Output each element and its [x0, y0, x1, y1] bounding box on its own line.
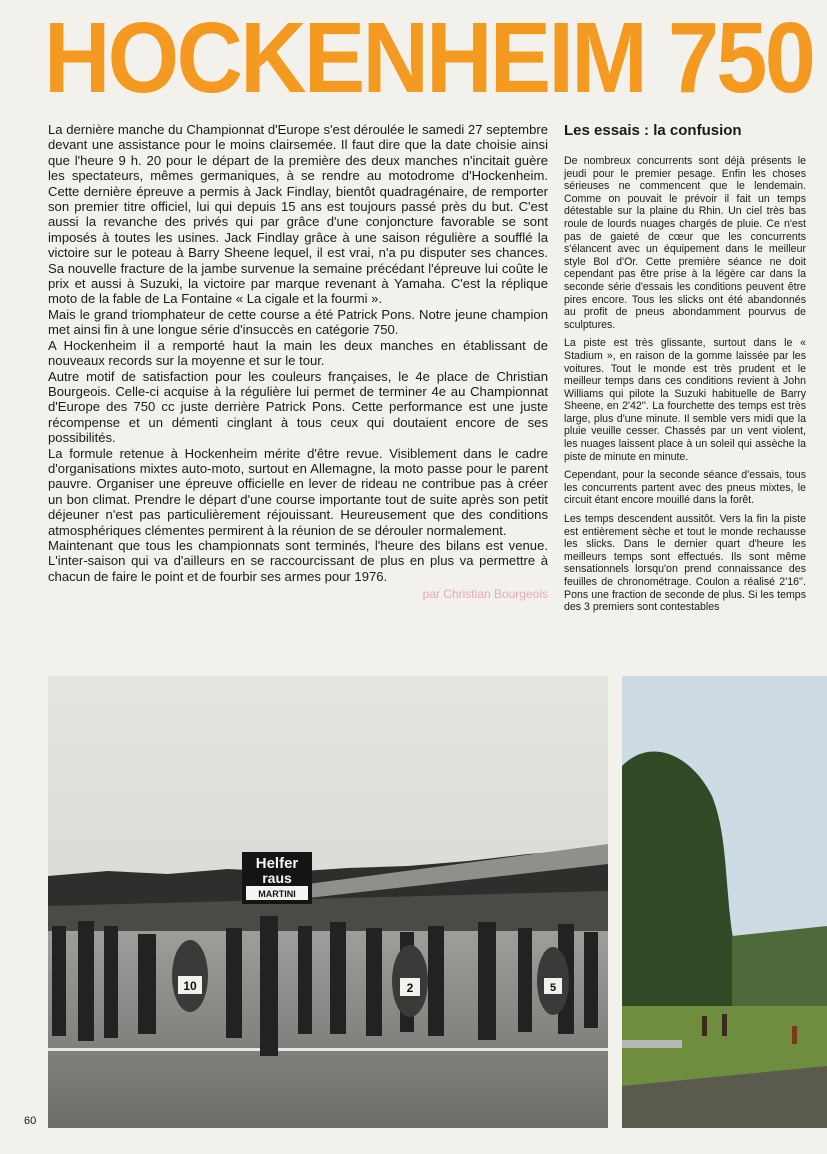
bike-number: 10	[183, 979, 197, 993]
side-paragraph: La piste est très glissante, surtout dans le « Stadium », en raison de la gomme laissée par les voitures. Tout le monde est très prudent et le meilleur temps dans ces conditions revient à John Williams qui pilote la Suzuki habituelle de Barry Sheene, en 2'42''. La fourchette des temps est très large, plus d'une minute. Il semble vers midi que la pluie veuille cesser. Chassés par un vent violent, les nuages laissent place à un soleil qui assèche la piste de minute en minute.	[564, 337, 806, 463]
bike-number: 5	[549, 982, 557, 994]
sign-brand: MARTINI	[258, 889, 296, 899]
sign-line2: raus	[262, 870, 292, 886]
paragraph: Maintenant que tous les championnats sont terminés, l'heure des bilans est venue. L'inter-saison qui va d'ailleurs en se raccourcissant de plus en plus va permettre à chacun de faire le point et de fourbir ses armes pour 1976.	[48, 537, 548, 584]
race-start-photo	[48, 676, 608, 1128]
circuit-color-photo-art	[622, 676, 827, 1128]
bike-number: 2	[406, 981, 414, 995]
side-paragraph: Cependant, pour la seconde séance d'essais, tous les concurrents partent avec des pneus mixtes, le circuit étant encore mouillé dans la forêt.	[564, 469, 806, 507]
paragraph: La dernière manche du Championnat d'Europe s'est déroulée le samedi 27 septembre devant une assistance pour le moins clairsemée. Il faut dire que la date choisie ainsi que l'heure 9 h. 20 pour le départ de la première des deux manches n'incitait guère les spectateurs, mêmes germaniques, à se rendre au motodrome d'Hockenheim. Cette dernière épreuve a permis à Jack Findlay, bientôt quadragénaire, de remporter son premier titre officiel, lui qui depuis 15 ans est toujours passé près du but. C'est aussi la revanche des privés qui par grâce d'une conjoncture favorable se sont imposés à toutes les usines. Jack Findlay grâce à une saison régulière a soufflé la victoire sur le poteau à Barry Sheene lequel, il est vrai, n'a pu disputer ses chances. Sa nouvelle fracture de la jambe survenue la semaine précédant l'épreuve lui coûte le prix et aussi à Suzuki, la victoire par marque revenant à Yamaha. C'est la réplique moto de la fable de La Fontaine « La cigale et la fourmi ».	[48, 122, 548, 307]
paragraph: Autre motif de satisfaction pour les couleurs françaises, le 4e place de Christian Bourgeois. Celle-ci acquise à la régulière lui permet de terminer 4e au Championnat d'Europe des 750 cc juste derrière Patrick Pons. Cette performance est une juste récompense et un démenti cinglant à tous ceux qui doutaient encore de ses possibilités.	[48, 368, 548, 446]
circuit-color-photo	[622, 676, 827, 1128]
paragraph: La formule retenue à Hockenheim mérite d'être revue. Visiblement dans le cadre d'organisations mixtes auto-moto, surtout en Allemagne, la moto passe pour le parent pauvre. Organiser une épreuve officielle en lever de rideau ne contribue pas à créer un bon climat. Prendre le départ d'une course importante tout de suite après son petit déjeuner n'est pas particulièrement réjouissant. Heureusement que des conditions atmosphériques clémentes permirent à la réunion de se dérouler normalement.	[48, 445, 548, 538]
main-column	[48, 122, 548, 603]
side-paragraph: Les temps descendent aussitôt. Vers la fin la piste est entièrement sèche et tout le monde rechausse les slicks. Dans le dernier quart d'heure les meilleurs temps sont effectués. Ils sont même sensationnels lorsqu'on prend connaissance des feuilles de chronométrage. Coulon a réalisé 2'16''. Pons une fraction de seconde de plus. Si les temps des 3 premiers sont contestables	[564, 513, 806, 614]
sign-line1: Helfer	[255, 855, 299, 872]
article-title: HOCKENHEIM 750	[44, 2, 814, 114]
race-start-photo-art	[48, 676, 608, 1128]
side-column	[564, 122, 806, 620]
side-paragraph: De nombreux concurrents sont déjà présents le jeudi pour le premier pesage. Enfin les choses sérieuses ne commencent que le lendemain. Comme on pouvait le prévoir il fait un temps détestable sur la plaine du Rhin. Un ciel très bas roule de lourds nuages chargés de pluie. Ce n'est pas de gaieté de cœur que les concurrents s'élancent avec un équipement dans le meilleur style Bol d'Or. Cette première séance ne doit cependant pas être prise à la légère car dans la seconde série d'essais les conditions peuvent être pires encore. Tous les slicks ont été abandonnés au profit de pneus abondamment pourvus de sculptures.	[564, 155, 806, 331]
paragraph: A Hockenheim il a remporté haut la main les deux manches en établissant de nouveaux records sur la moyenne et sur le tour.	[48, 337, 548, 369]
side-heading: Les essais : la confusion	[564, 122, 742, 139]
page-number: 60	[24, 1115, 37, 1127]
byline: par Christian Bourgeois	[422, 587, 548, 602]
paragraph: Mais le grand triomphateur de cette course a été Patrick Pons. Notre jeune champion met ainsi fin à une longue série d'insuccès en catégorie 750.	[48, 306, 548, 338]
